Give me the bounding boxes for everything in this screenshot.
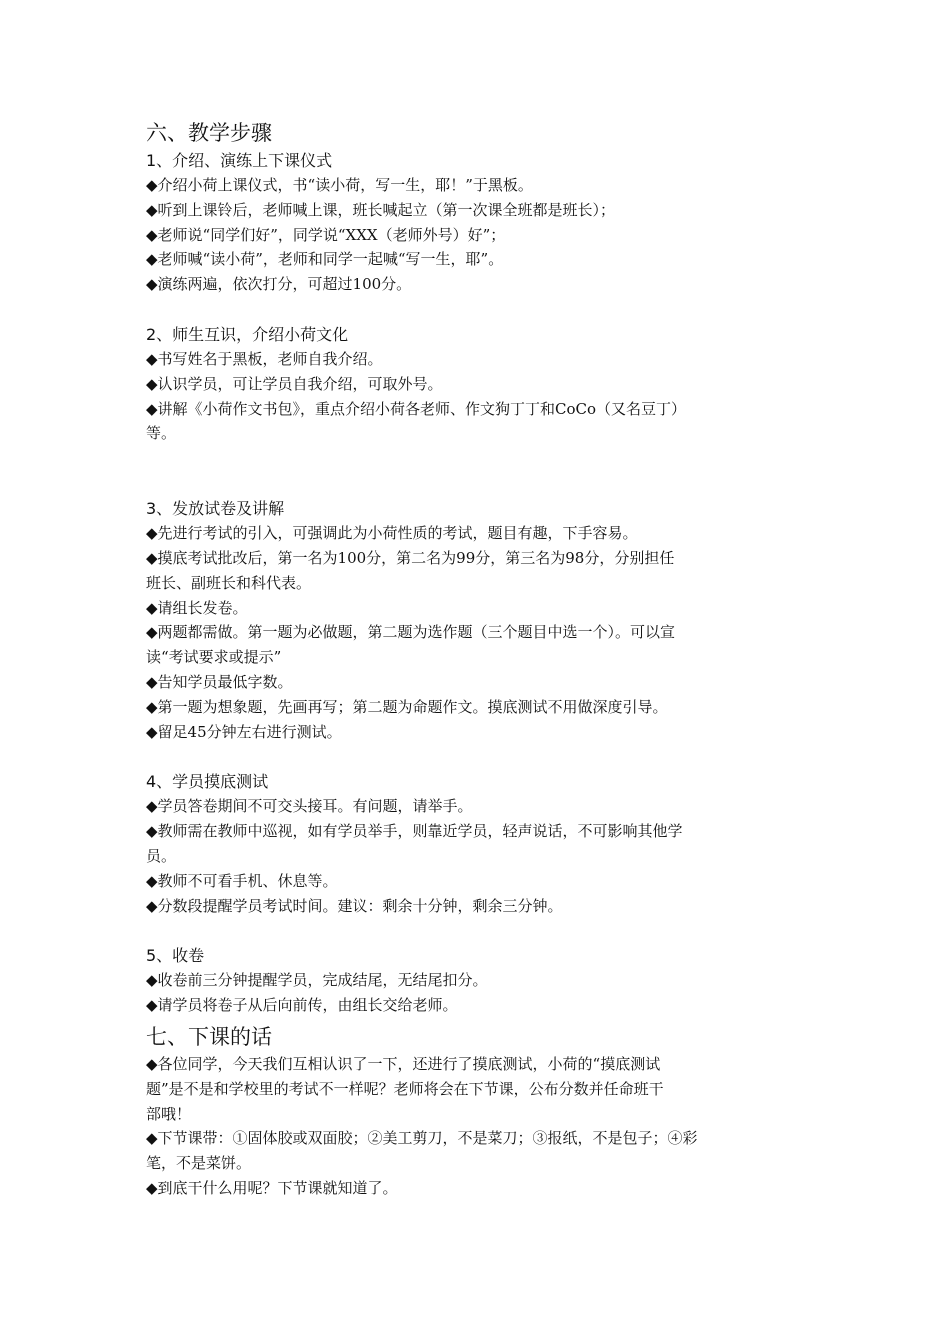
subsection-2-heading: 2、师生互识，介绍小荷文化 bbox=[146, 324, 349, 344]
subsection-3-heading: 3、发放试卷及讲解 bbox=[146, 499, 285, 519]
subsection-4-list bbox=[146, 794, 814, 918]
list-item: ◆分数段提醒学员考试时间。建议：剩余十分钟，剩余三分钟。 bbox=[146, 896, 563, 915]
list-item: ◆各位同学，今天我们互相认识了一下，还进行了摸底测试，小荷的“摸底测试 bbox=[146, 1054, 661, 1073]
section-7-heading: 七、下课的话 bbox=[146, 1024, 272, 1049]
list-item: ◆收卷前三分钟提醒学员，完成结尾，无结尾扣分。 bbox=[146, 971, 488, 990]
list-item: 等。 bbox=[146, 424, 177, 443]
list-item: ◆告知学员最低字数。 bbox=[146, 672, 293, 691]
list-item: ◆请组长发卷。 bbox=[146, 598, 248, 617]
subsection-2-list bbox=[146, 347, 814, 446]
subsection-3-list bbox=[146, 521, 814, 744]
list-item: ◆留足45分钟左右进行测试。 bbox=[146, 722, 342, 741]
list-item: 班长、副班长和科代表。 bbox=[146, 573, 312, 592]
list-item: ◆教师不可看手机、休息等。 bbox=[146, 871, 338, 890]
subsection-5-list bbox=[146, 968, 814, 1018]
subsection-1-heading: 1、介绍、演练上下课仪式 bbox=[146, 151, 333, 170]
list-item: 题”是不是和学校里的考试不一样呢？老师将会在下节课，公布分数并任命班干 bbox=[146, 1079, 664, 1098]
document-page bbox=[146, 118, 814, 1201]
list-item: ◆下节课带：①固体胶或双面胶；②美工剪刀，不是菜刀；③报纸，不是包子；④彩 bbox=[146, 1129, 698, 1148]
list-item: ◆第一题为想象题，先画再写；第二题为命题作文。摸底测试不用做深度引导。 bbox=[146, 697, 668, 716]
list-item: ◆讲解《小荷作文书包》，重点介绍小荷各老师、作文狗丁丁和CoCo（又名豆丁） bbox=[146, 399, 687, 418]
list-item: ◆先进行考试的引入，可强调此为小荷性质的考试，题目有趣，下手容易。 bbox=[146, 524, 638, 543]
section-7-list bbox=[146, 1052, 814, 1201]
list-item: ◆请学员将卷子从后向前传，由组长交给老师。 bbox=[146, 996, 458, 1015]
list-item: ◆认识学员，可让学员自我介绍，可取外号。 bbox=[146, 374, 443, 393]
list-item: 读“考试要求或提示” bbox=[146, 648, 282, 667]
list-item: 笔，不是菜饼。 bbox=[146, 1154, 252, 1173]
section-6-heading: 六、教学步骤 bbox=[146, 121, 272, 145]
list-item: ◆两题都需做。第一题为必做题，第二题为选作题（三个题目中选一个）。可以宣 bbox=[146, 623, 676, 642]
list-item: 员。 bbox=[146, 846, 177, 865]
list-item: ◆摸底考试批改后，第一名为100分，第二名为99分，第三名为98分，分别担任 bbox=[146, 548, 675, 567]
list-item: 部哦！ bbox=[146, 1104, 192, 1123]
list-item: ◆教师需在教师中巡视，如有学员举手，则靠近学员，轻声说话，不可影响其他学 bbox=[146, 822, 683, 841]
list-item: ◆老师说“同学们好”，同学说“XXX（老师外号）好”； bbox=[146, 225, 506, 244]
list-item: ◆到底干什么用呢？下节课就知道了。 bbox=[146, 1178, 398, 1197]
list-item: ◆演练两遍，依次打分，可超过100分。 bbox=[146, 275, 412, 294]
subsection-1-list bbox=[146, 173, 814, 297]
list-item: ◆书写姓名于黑板，老师自我介绍。 bbox=[146, 349, 383, 368]
list-item: ◆学员答卷期间不可交头接耳。有问题，请举手。 bbox=[146, 797, 473, 816]
list-item: ◆听到上课铃后，老师喊上课，班长喊起立（第一次课全班都是班长）； bbox=[146, 200, 616, 219]
list-item: ◆老师喊“读小荷”，老师和同学一起喊“写一生，耶”。 bbox=[146, 250, 504, 269]
list-item: ◆介绍小荷上课仪式，书“读小荷，写一生，耶！”于黑板。 bbox=[146, 176, 533, 194]
subsection-5-heading: 5、收卷 bbox=[146, 946, 205, 966]
subsection-4-heading: 4、学员摸底测试 bbox=[146, 772, 269, 792]
